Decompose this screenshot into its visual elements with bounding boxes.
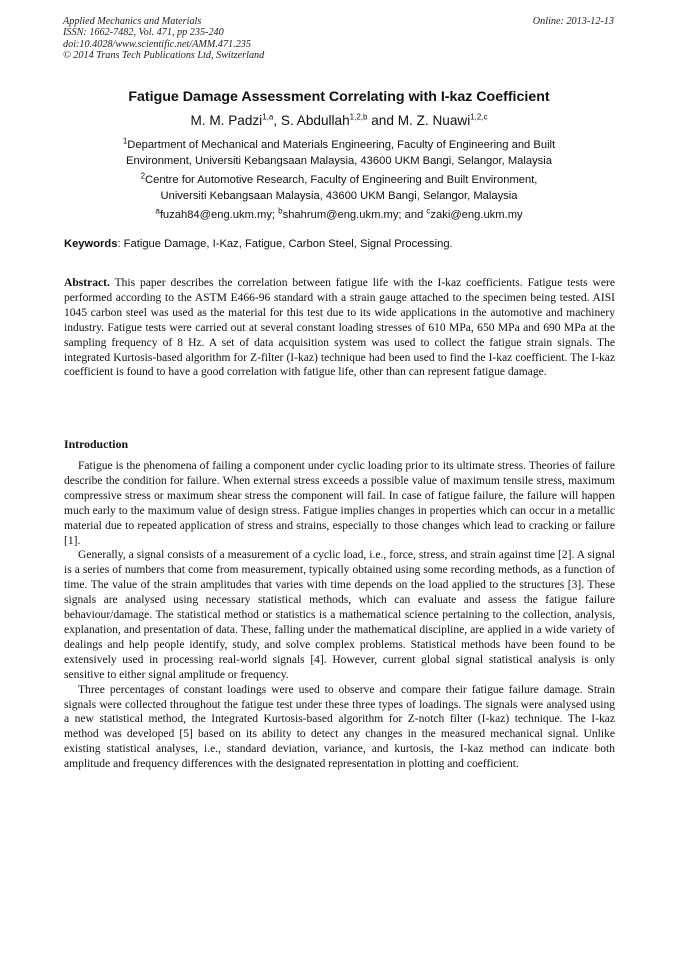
journal-name: Applied Mechanics and Materials xyxy=(63,16,202,27)
author-separator: and xyxy=(367,113,398,128)
keywords-label: Keywords xyxy=(64,238,118,250)
email-list xyxy=(0,207,678,223)
paragraph: Generally, a signal consists of a measurement of a cyclic load, i.e., force, stress, and strain against time [2]. A signal is a series of numbers that come from measurement, typically obtained using some recording methods, as a function of time. The value of the strain amplitudes that varies with time depends on the load applied to the structures [3]. These signals are analysed using necessary statistical methods, which can evaluate and assess the fatigue failure behaviour/damage. The statistical method or statistics is a mathematical science pertaining to the collection, analysis, explanation, and presentation of data. These, falling under the mathematical discipline, are applied in a wide variety of dealings and help people identify, study, and solve complex problems. Statistical methods have been found to be extensively used in processing real-world signals [4]. However, current global signal statistical analysis is only sensitive to either signal amplitude or frequency. xyxy=(64,549,615,681)
affiliation-line: Environment, Universiti Kebangsaan Malaysia, 43600 UKM Bangi, Selangor, Malaysia xyxy=(126,155,552,167)
affiliation-sup: 1 xyxy=(122,136,128,146)
author-separator: , xyxy=(273,113,281,128)
author-sup: 1,a xyxy=(262,112,274,122)
introduction-body xyxy=(64,459,615,772)
email-link[interactable]: fuzah84@eng.ukm.my; xyxy=(159,209,279,221)
author-name: M. Z. Nuawi xyxy=(397,113,471,128)
email-sup: c xyxy=(426,206,431,216)
copyright-line: © 2014 Trans Tech Publications Ltd, Switzerland xyxy=(63,50,265,62)
email-link[interactable]: zaki@eng.ukm.my xyxy=(430,209,523,221)
author-sup: 1,2,b xyxy=(349,112,368,122)
online-date: Online: 2013-12-13 xyxy=(532,16,614,27)
author-sup: 1,2,c xyxy=(470,112,488,122)
affiliation-line: Centre for Automotive Research, Faculty of Engineering and Built Environment, xyxy=(145,174,538,186)
paragraph: Three percentages of constant loadings were used to observe and compare their fatigue failure damage. Strain signals were collected throughout the fatigue test under these three types of loadings. The signals were analysed using a new statistical method, the Integrated Kurtosis-based algorithm for Z-notch filter (I-kaz) technique. The I-kaz method was developed [5] based on its ability to detect any changes in the measured mechanical signal. Unlike existing statistical analyses, i.e., standard deviation, variance, and kurtosis, the I-kaz method can indicate both amplitude and frequency differences with the designated representation in plotting and coefficient. xyxy=(64,683,615,771)
abstract xyxy=(64,276,615,380)
doi-line: doi:10.4028/www.scientific.net/AMM.471.235 xyxy=(63,38,251,50)
email-sup: a xyxy=(155,206,160,216)
affiliation-line: Department of Mechanical and Materials Engineering, Faculty of Engineering and Built xyxy=(127,139,556,151)
paper-title: Fatigue Damage Assessment Correlating with I-kaz Coefficient xyxy=(128,89,550,105)
affiliation-line: Universiti Kebangsaan Malaysia, 43600 UKM Bangi, Selangor, Malaysia xyxy=(160,190,518,202)
section-heading-introduction: Introduction xyxy=(64,437,129,451)
affiliation-2 xyxy=(0,172,678,204)
affiliation-sup: 2 xyxy=(140,171,146,181)
issn-line: ISSN: 1662-7482, Vol. 471, pp 235-240 xyxy=(63,27,224,39)
email-link[interactable]: shahrum@eng.ukm.my; and xyxy=(282,209,427,221)
affiliation-1 xyxy=(0,137,678,169)
keywords xyxy=(64,237,616,252)
author-list xyxy=(0,112,678,129)
email-sup: b xyxy=(278,206,283,216)
abstract-text: This paper describes the correlation between fatigue life with the I-kaz coefficients. Fatigue tests were performed according to the ASTM E466-96 standard with a strain gauge attached to the specimen being tested. AISI 1045 carbon steel was used as the material for this test due to its wide applications in the automotive and machinery industry. Fatigue tests were carried out at several constant loading stresses of 610 MPa, 650 MPa and 690 MPa at the sampling frequency of 8 Hz. A set of data acquisition system was used to collect the fatigue strain signals. The integrated Kurtosis-based algorithm for Z-filter (I-kaz) technique had been used to find the I-kaz coefficient. The I-kaz coefficient is found to have a good correlation with fatigue life, other than can represent fatigue damage. xyxy=(64,277,615,379)
abstract-label: Abstract. xyxy=(64,277,110,289)
keywords-text: : Fatigue Damage, I-Kaz, Fatigue, Carbon Steel, Signal Processing. xyxy=(117,238,453,250)
paragraph: Fatigue is the phenomena of failing a component under cyclic loading prior to its ultimate stress. Theories of failure describe the condition for failure. When external stress exceeds a possible value of maximum tensile stress, maximum compressive stress or maximum shear stress the component will fail. In case of fatigue failure, the failure will happen much early to the maximum value of design stress. Fatigue implies changes in properties which can occur in a metallic material due to repeated application of stress and strains, especially to those changes which lead to cracking or failure [1]. xyxy=(64,460,615,547)
journal-header xyxy=(63,16,264,62)
author-name: M. M. Padzi xyxy=(190,113,263,128)
author-name: S. Abdullah xyxy=(280,113,350,128)
